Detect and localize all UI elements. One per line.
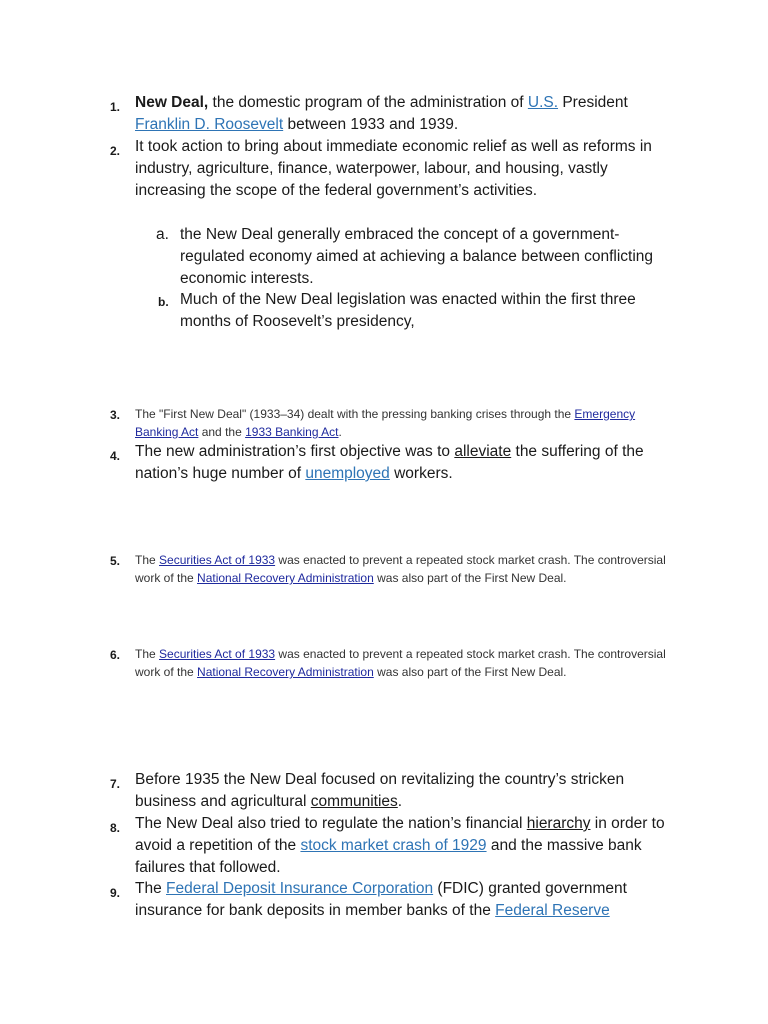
- link-stock-market-crash[interactable]: stock market crash of 1929: [300, 837, 487, 854]
- list-text: (FDIC) granted government insurance for bank deposits in member banks of the: [135, 880, 627, 919]
- list-item-9: [110, 878, 680, 922]
- link-fdic[interactable]: Federal Deposit Insurance Corporation: [166, 880, 434, 897]
- list-item-6: [110, 645, 680, 681]
- list-number: 4.: [110, 449, 121, 463]
- link-nra[interactable]: National Recovery Administration: [197, 571, 374, 585]
- link-nra[interactable]: National Recovery Administration: [197, 665, 374, 679]
- list-text: .: [338, 425, 342, 439]
- sub-marker: a.: [156, 226, 169, 243]
- sub-text: the New Deal generally embraced the concept of a government-regulated economy aimed at achieving a balance between conflicting economic interests.: [180, 226, 654, 287]
- list-item-4: [110, 441, 680, 485]
- link-us[interactable]: U.S.: [527, 94, 559, 111]
- underlined-word: alleviate: [454, 443, 512, 460]
- list-text: the suffering of the nation’s huge number of: [135, 443, 644, 482]
- list-number: 5.: [110, 554, 121, 568]
- link-federal-reserve[interactable]: Federal Reserve: [495, 902, 610, 919]
- list-text: .: [397, 793, 403, 810]
- underlined-word: communities: [310, 793, 398, 810]
- link-emergency-banking-act[interactable]: Emergency Banking Act: [135, 407, 636, 439]
- list-text: The: [135, 647, 160, 661]
- term-title: New Deal,: [135, 94, 209, 111]
- list-text: The new administration’s first objective was to: [135, 443, 455, 460]
- list-text: between 1933 and 1939.: [283, 116, 459, 133]
- sub-text: Much of the New Deal legislation was enacted within the first three months of Roosevelt’s presidency,: [180, 291, 636, 330]
- list-item-8: [110, 813, 680, 879]
- list-text: and the: [198, 425, 246, 439]
- link-roosevelt[interactable]: Franklin D. Roosevelt: [135, 116, 284, 133]
- list-text: in order to avoid a repetition of the: [135, 815, 665, 854]
- list-text: and the massive bank failures that followed.: [135, 837, 642, 876]
- sub-item-a: [156, 224, 680, 290]
- list-number: 6.: [110, 648, 121, 662]
- underlined-word: hierarchy: [526, 815, 591, 832]
- sub-marker: b.: [158, 295, 169, 309]
- list-text: was enacted to prevent a repeated stock market crash. The controversial work of the: [135, 553, 666, 585]
- list-number: 2.: [110, 144, 121, 158]
- list-number: 7.: [110, 777, 121, 791]
- link-unemployed[interactable]: unemployed: [305, 465, 390, 482]
- list-number: 3.: [110, 408, 121, 422]
- list-text: workers.: [389, 465, 453, 482]
- list-text: It took action to bring about immediate economic relief as well as reforms in industry, agriculture, finance, waterpower, labour, and housing, vastly increasing the scope of the federal government’s activities.: [135, 138, 652, 199]
- list-text: The New Deal also tried to regulate the nation’s financial: [135, 815, 527, 832]
- list-text: Before 1935 the New Deal focused on revitalizing the country’s stricken business and agricultural: [135, 771, 625, 810]
- list-text: was also part of the First New Deal.: [373, 665, 567, 679]
- list-item-1: [110, 92, 680, 136]
- list-item-5: [110, 551, 680, 587]
- list-text: The: [135, 553, 160, 567]
- list-item-2: [110, 136, 680, 202]
- list-item-3: [110, 405, 680, 441]
- list-text: the domestic program of the administration of: [208, 94, 528, 111]
- list-text: was enacted to prevent a repeated stock market crash. The controversial work of the: [135, 647, 666, 679]
- list-text: The "First New Deal" (1933–34) dealt with the pressing banking crises through the: [135, 407, 575, 421]
- list-item-7: [110, 769, 680, 813]
- list-number: 8.: [110, 821, 121, 835]
- list-number: 9.: [110, 886, 121, 900]
- link-1933-banking-act[interactable]: 1933 Banking Act: [245, 425, 339, 439]
- list-text: was also part of the First New Deal.: [373, 571, 567, 585]
- list-number: 1.: [110, 100, 121, 114]
- sub-item-b: [158, 289, 680, 333]
- list-text: The: [135, 880, 167, 897]
- link-securities-act[interactable]: Securities Act of 1933: [159, 647, 276, 661]
- link-securities-act[interactable]: Securities Act of 1933: [159, 553, 276, 567]
- list-text: President: [558, 94, 628, 111]
